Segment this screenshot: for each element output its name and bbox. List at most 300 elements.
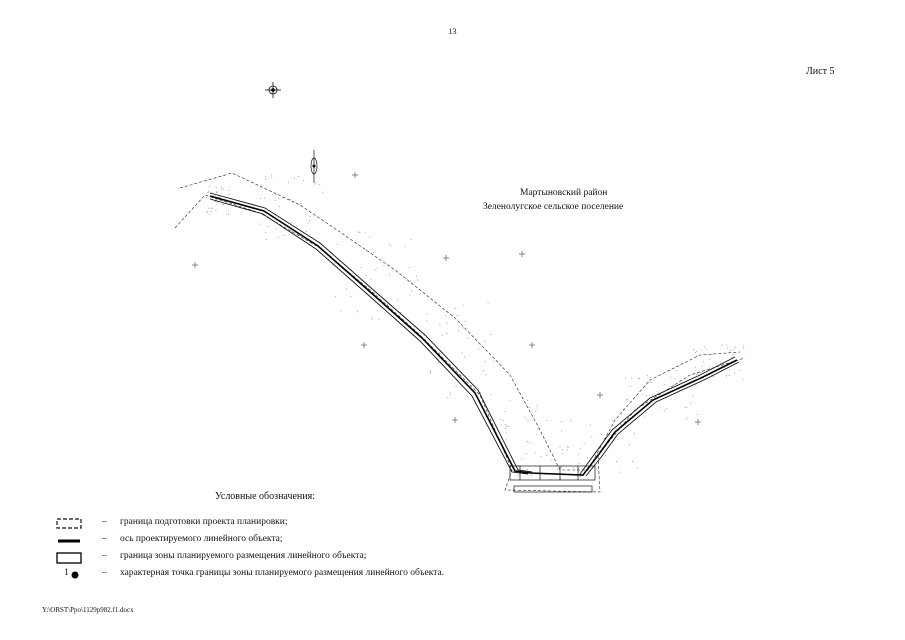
- terrain-dot: [715, 363, 716, 364]
- terrain-dot: [601, 434, 602, 435]
- terrain-dot: [309, 220, 310, 221]
- terrain-dot: [209, 214, 210, 215]
- terrain-dot: [228, 210, 229, 211]
- point-marker-icon: [70, 570, 80, 580]
- terrain-dot: [375, 269, 376, 270]
- terrain-dot: [695, 352, 696, 353]
- page-number: 13: [448, 27, 457, 36]
- terrain-dot: [711, 354, 712, 355]
- terrain-dot: [308, 222, 309, 223]
- terrain-dot: [529, 442, 530, 443]
- terrain-dot: [521, 459, 522, 460]
- thick-line-icon: [55, 534, 87, 548]
- terrain-dot: [587, 457, 588, 458]
- terrain-dot: [409, 294, 410, 295]
- terrain-dot: [404, 246, 405, 247]
- terrain-dot: [562, 453, 563, 454]
- terrain-dot: [701, 350, 702, 351]
- terrain-dot: [288, 182, 289, 183]
- terrain-dot: [463, 305, 464, 306]
- terrain-dot: [223, 188, 224, 189]
- terrain-dot: [686, 419, 687, 420]
- terrain-dot: [546, 455, 547, 456]
- terrain-dot: [447, 397, 448, 398]
- terrain-dot: [696, 374, 697, 375]
- terrain-dot: [743, 345, 744, 346]
- terrain-dot: [743, 379, 744, 380]
- terrain-dot: [697, 414, 698, 415]
- terrain-dot: [389, 243, 390, 244]
- terrain-dot: [537, 429, 538, 430]
- terrain-dot: [625, 378, 626, 379]
- terrain-dot: [493, 361, 494, 362]
- terrain-dot: [213, 195, 214, 196]
- terrain-dot: [464, 356, 465, 357]
- terrain-dot: [573, 467, 574, 468]
- terrain-dot: [400, 312, 401, 313]
- terrain-dot: [674, 399, 675, 400]
- terrain-dot: [725, 367, 726, 368]
- terrain-dot: [216, 192, 217, 193]
- terrain-dot: [690, 403, 691, 404]
- terrain-dot: [298, 176, 299, 177]
- terrain-dot: [222, 204, 223, 205]
- terrain-dot: [508, 426, 509, 427]
- terrain-dot: [371, 317, 372, 318]
- planning-boundary: [175, 173, 745, 492]
- terrain-dot: [540, 456, 541, 457]
- terrain-dot: [291, 223, 292, 224]
- terrain-dot: [734, 373, 735, 374]
- rectangle-outline-icon: [55, 551, 87, 565]
- footer-file-path: Y:\ORST\Ppo\1129p982.f1.docx: [42, 606, 134, 614]
- terrain-dot: [696, 355, 697, 356]
- terrain-dot: [646, 395, 647, 396]
- terrain-dot: [696, 351, 697, 352]
- terrain-dot: [630, 386, 631, 387]
- terrain-dot: [206, 212, 207, 213]
- terrain-dot: [695, 370, 696, 371]
- terrain-dot: [276, 228, 277, 229]
- terrain-dot: [590, 425, 591, 426]
- terrain-dot: [485, 361, 486, 362]
- terrain-dot: [501, 424, 502, 425]
- terrain-dot: [271, 177, 272, 178]
- legend-dash: –: [102, 551, 107, 561]
- terrain-dot: [616, 461, 617, 462]
- terrain-dot: [266, 239, 267, 240]
- terrain-dot: [439, 352, 440, 353]
- terrain-dot: [553, 453, 554, 454]
- terrain-dot: [426, 321, 427, 322]
- terrain-dot: [536, 434, 537, 435]
- terrain-dot: [684, 407, 685, 408]
- terrain-dot: [337, 244, 338, 245]
- terrain-dot: [652, 395, 653, 396]
- terrain-dot: [731, 357, 732, 358]
- terrain-dot: [693, 349, 694, 350]
- terrain-dot: [704, 347, 705, 348]
- terrain-dot: [561, 421, 562, 422]
- terrain-dot: [411, 239, 412, 240]
- terrain-dot: [709, 359, 710, 360]
- terrain-dot: [221, 193, 222, 194]
- terrain-dot: [260, 224, 261, 225]
- terrain-dot: [637, 467, 638, 468]
- terrain-dot: [579, 463, 580, 464]
- terrain-dot: [458, 330, 459, 331]
- terrain-dot: [567, 449, 568, 450]
- terrain-dot: [226, 214, 227, 215]
- terrain-dot: [462, 352, 463, 353]
- terrain-dot: [450, 394, 451, 395]
- terrain-dot: [525, 453, 526, 454]
- terrain-dot: [306, 231, 307, 232]
- terrain-dot: [346, 289, 347, 290]
- terrain-dot: [692, 396, 693, 397]
- terrain-dot: [379, 319, 380, 320]
- legend-item: [55, 551, 655, 565]
- settlement-label: Зеленолугское сельское поселение: [483, 202, 624, 212]
- terrain-dot: [411, 291, 412, 292]
- terrain-dot: [621, 425, 622, 426]
- terrain-dot: [550, 460, 551, 461]
- terrain-dot: [397, 300, 398, 301]
- terrain-dot: [455, 386, 456, 387]
- terrain-dot: [369, 236, 370, 237]
- terrain-dot: [631, 378, 632, 379]
- terrain-dot: [670, 377, 671, 378]
- north-arrow-icon: [311, 150, 317, 183]
- terrain-dot: [648, 382, 649, 383]
- terrain-dot: [221, 187, 222, 188]
- compass-icon: [265, 82, 281, 98]
- terrain-dot: [319, 184, 320, 185]
- terrain-dot: [357, 311, 358, 312]
- terrain-dot: [410, 281, 411, 282]
- terrain-dot: [651, 382, 652, 383]
- terrain-dot: [562, 449, 563, 450]
- terrain-dot: [488, 302, 489, 303]
- terrain-dot: [261, 185, 262, 186]
- terrain-dot: [442, 335, 443, 336]
- terrain-dot: [228, 190, 229, 191]
- terrain-dot: [743, 347, 744, 348]
- terrain-dot: [701, 366, 702, 367]
- terrain-dot: [506, 426, 507, 427]
- terrain-marks: [206, 175, 745, 481]
- terrain-dot: [260, 198, 261, 199]
- terrain-dot: [303, 180, 304, 181]
- terrain-dot: [465, 321, 466, 322]
- terrain-dot: [315, 183, 316, 184]
- terrain-dot: [674, 378, 675, 379]
- terrain-dot: [676, 370, 677, 371]
- terrain-dot: [561, 467, 562, 468]
- terrain-dot: [445, 315, 446, 316]
- terrain-dot: [735, 347, 736, 348]
- terrain-dot: [484, 341, 485, 342]
- terrain-dot: [417, 279, 418, 280]
- terrain-dot: [529, 407, 530, 408]
- terrain-dot: [627, 399, 628, 400]
- terrain-dot: [439, 324, 440, 325]
- terrain-dot: [580, 448, 581, 449]
- terrain-dot: [223, 204, 224, 205]
- terrain-dot: [334, 263, 335, 264]
- terrain-dot: [700, 372, 701, 373]
- terrain-dot: [350, 296, 351, 297]
- terrain-dot: [366, 275, 367, 276]
- terrain-dot: [726, 345, 727, 346]
- terrain-dot: [726, 377, 727, 378]
- terrain-dot: [340, 310, 341, 311]
- terrain-dot: [729, 375, 730, 376]
- terrain-dot: [301, 203, 302, 204]
- terrain-dot: [629, 444, 630, 445]
- terrain-dot: [468, 338, 469, 339]
- terrain-dot: [500, 419, 501, 420]
- terrain-dot: [720, 363, 721, 364]
- terrain-dot: [557, 469, 558, 470]
- terrain-dot: [206, 211, 207, 212]
- terrain-dot: [265, 176, 266, 177]
- terrain-dot: [505, 428, 506, 429]
- terrain-dot: [713, 376, 714, 377]
- terrain-dot: [527, 400, 528, 401]
- terrain-dot: [208, 191, 209, 192]
- terrain-dot: [278, 237, 279, 238]
- terrain-dot: [486, 374, 487, 375]
- terrain-dot: [491, 334, 492, 335]
- terrain-dot: [642, 394, 643, 395]
- terrain-dot: [500, 438, 501, 439]
- terrain-dot: [215, 210, 216, 211]
- terrain-dot: [695, 385, 696, 386]
- legend-text: граница зоны планируемого размещения линейного объекта;: [120, 551, 367, 561]
- terrain-dot: [632, 461, 633, 462]
- terrain-dot: [706, 349, 707, 350]
- terrain-dot: [612, 420, 613, 421]
- terrain-dot: [294, 178, 295, 179]
- terrain-dot: [506, 439, 507, 440]
- legend-dash: –: [102, 517, 107, 527]
- terrain-dot: [446, 333, 447, 334]
- legend-dash: –: [102, 534, 107, 544]
- terrain-dot: [535, 411, 536, 412]
- terrain-dot: [687, 417, 688, 418]
- terrain-dot: [536, 405, 537, 406]
- terrain-dot: [271, 175, 272, 176]
- terrain-dot: [490, 394, 491, 395]
- legend-title: Условные обозначения:: [215, 491, 316, 502]
- terrain-dot: [639, 378, 640, 379]
- terrain-dot: [739, 370, 740, 371]
- terrain-dot: [527, 469, 528, 470]
- terrain-dot: [660, 407, 661, 408]
- terrain-dot: [383, 265, 384, 266]
- terrain-dot: [478, 349, 479, 350]
- terrain-dot: [733, 354, 734, 355]
- terrain-dot: [504, 411, 505, 412]
- terrain-dot: [505, 424, 506, 425]
- terrain-dot: [560, 447, 561, 448]
- terrain-dot: [579, 476, 580, 477]
- legend-item: [55, 568, 655, 582]
- terrain-dot: [647, 375, 648, 376]
- terrain-dot: [605, 455, 606, 456]
- terrain-dot: [438, 362, 439, 363]
- terrain-dot: [608, 427, 609, 428]
- terrain-dot: [409, 267, 410, 268]
- legend-item: [55, 534, 655, 548]
- terrain-dot: [389, 274, 390, 275]
- terrain-dot: [650, 377, 651, 378]
- sheet-label: Лист 5: [806, 66, 835, 77]
- terrain-dot: [372, 319, 373, 320]
- legend-item: [55, 517, 655, 531]
- terrain-dot: [664, 410, 665, 411]
- terrain-dot: [228, 214, 229, 215]
- terrain-dot: [430, 370, 431, 371]
- terrain-dot: [310, 216, 311, 217]
- terrain-dot: [666, 408, 667, 409]
- terrain-dot: [228, 194, 229, 195]
- legend-text: граница подготовки проекта планировки;: [120, 517, 288, 527]
- terrain-dot: [531, 475, 532, 476]
- terrain-dot: [657, 392, 658, 393]
- district-label: Мартыновский район: [520, 188, 608, 198]
- terrain-dot: [447, 323, 448, 324]
- terrain-dot: [525, 417, 526, 418]
- terrain-dot: [537, 407, 538, 408]
- terrain-dot: [264, 198, 265, 199]
- terrain-dot: [590, 467, 591, 468]
- terrain-dot: [697, 373, 698, 374]
- placement-zone: [210, 193, 739, 476]
- terrain-dot: [527, 441, 528, 442]
- terrain-dot: [209, 186, 210, 187]
- terrain-dot: [279, 206, 280, 207]
- terrain-dot: [377, 267, 378, 268]
- terrain-dot: [729, 369, 730, 370]
- terrain-dot: [359, 232, 360, 233]
- dashed-rectangle-icon: [55, 517, 87, 531]
- terrain-dot: [561, 430, 562, 431]
- terrain-dot: [387, 304, 388, 305]
- terrain-dot: [365, 232, 366, 233]
- terrain-dot: [483, 370, 484, 371]
- terrain-dot: [638, 378, 639, 379]
- terrain-dot: [211, 207, 212, 208]
- legend-text: характерная точка границы зоны планируемого размещения линейного объекта.: [120, 568, 445, 578]
- terrain-dot: [570, 420, 571, 421]
- terrain-dot: [278, 198, 279, 199]
- terrain-dot: [510, 400, 511, 401]
- terrain-dot: [373, 252, 374, 253]
- terrain-dot: [210, 211, 211, 212]
- terrain-dot: [371, 279, 372, 280]
- terrain-dot: [617, 439, 618, 440]
- terrain-dot: [727, 348, 728, 349]
- terrain-dot: [626, 400, 627, 401]
- terrain-dot: [503, 420, 504, 421]
- terrain-dot: [265, 179, 266, 180]
- terrain-dot: [462, 327, 463, 328]
- terrain-dot: [268, 226, 269, 227]
- terrain-dot: [703, 361, 704, 362]
- terrain-dot: [275, 200, 276, 201]
- terrain-dot: [291, 231, 292, 232]
- terrain-dot: [322, 192, 323, 193]
- terrain-dot: [609, 434, 610, 435]
- terrain-dot: [568, 447, 569, 448]
- terrain-dot: [480, 392, 481, 393]
- terrain-dot: [216, 187, 217, 188]
- terrain-dot: [283, 235, 284, 236]
- terrain-dot: [206, 197, 207, 198]
- terrain-dot: [450, 392, 451, 393]
- terrain-dot: [457, 315, 458, 316]
- terrain-dot: [591, 437, 592, 438]
- legend-text: ось проектируемого линейного объекта;: [120, 534, 283, 544]
- terrain-dot: [673, 384, 674, 385]
- terrain-dot: [527, 420, 528, 421]
- terrain-dot: [360, 267, 361, 268]
- terrain-dot: [664, 384, 665, 385]
- terrain-dot: [430, 372, 431, 373]
- terrain-dot: [686, 407, 687, 408]
- terrain-dot: [506, 433, 507, 434]
- terrain-dot: [426, 314, 427, 315]
- terrain-dot: [290, 199, 291, 200]
- legend-dash: –: [102, 568, 107, 578]
- terrain-dot: [634, 433, 635, 434]
- terrain-dot: [265, 232, 266, 233]
- terrain-dot: [273, 194, 274, 195]
- terrain-dot: [733, 349, 734, 350]
- terrain-dot: [208, 208, 209, 209]
- terrain-dot: [335, 296, 336, 297]
- terrain-dot: [722, 345, 723, 346]
- object-axis: [210, 196, 737, 475]
- terrain-dot: [619, 472, 620, 473]
- terrain-dot: [644, 416, 645, 417]
- terrain-dot: [358, 231, 359, 232]
- terrain-dot: [695, 367, 696, 368]
- point-number-label: 1: [64, 568, 69, 578]
- terrain-dot: [282, 198, 283, 199]
- terrain-dot: [730, 350, 731, 351]
- terrain-dot: [215, 201, 216, 202]
- terrain-dot: [208, 198, 209, 199]
- terrain-dot: [455, 308, 456, 309]
- terrain-dot: [467, 396, 468, 397]
- terrain-dot: [546, 420, 547, 421]
- terrain-dot: [578, 453, 579, 454]
- terrain-dot: [211, 192, 212, 193]
- terrain-dot: [220, 197, 221, 198]
- terrain-dot: [535, 452, 536, 453]
- terrain-dot: [390, 245, 391, 246]
- terrain-dot: [416, 276, 417, 277]
- terrain-dot: [726, 375, 727, 376]
- terrain-dot: [567, 446, 568, 447]
- terrain-dot: [584, 443, 585, 444]
- terrain-dot: [517, 475, 518, 476]
- terrain-dot: [709, 368, 710, 369]
- terrain-dot: [221, 189, 222, 190]
